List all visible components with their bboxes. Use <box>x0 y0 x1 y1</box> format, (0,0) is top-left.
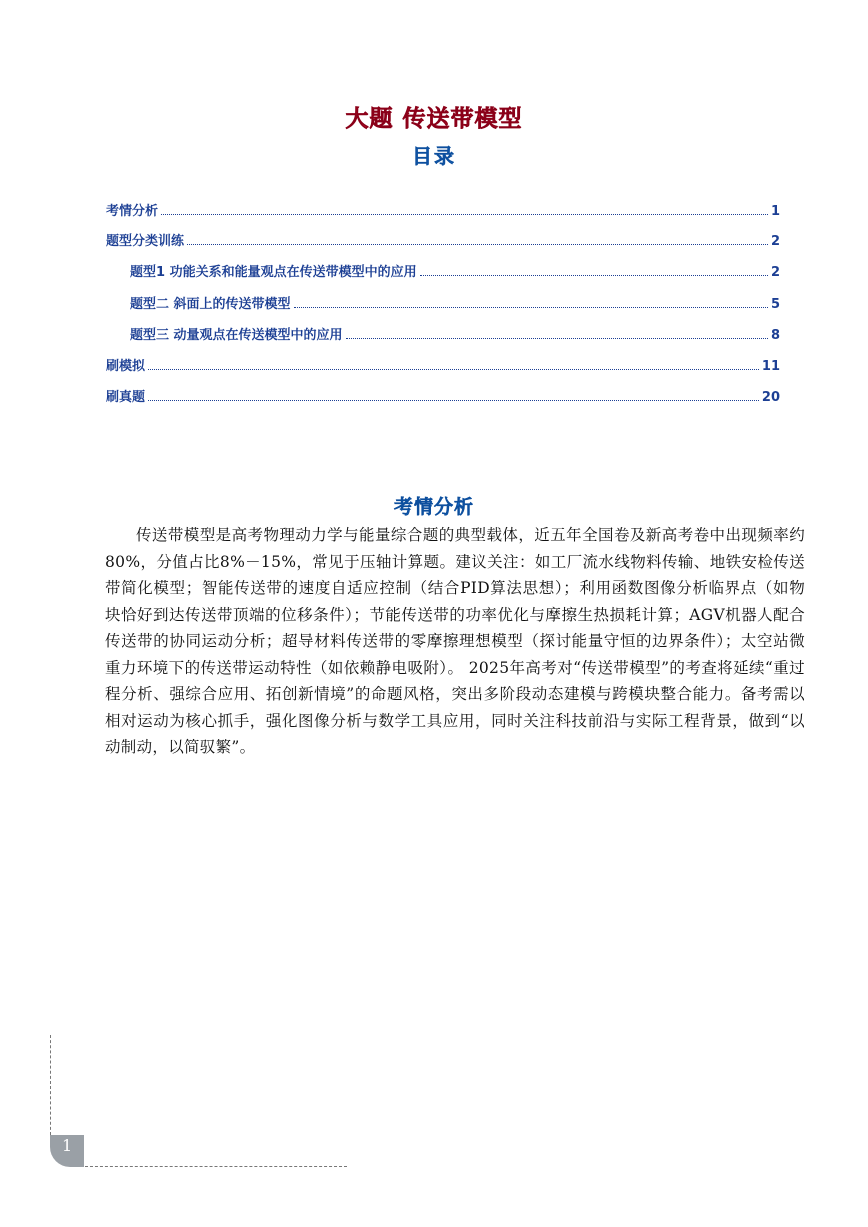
toc-item-label: 题型分类训练 <box>106 234 185 249</box>
margin-dashed-line <box>50 1035 51 1135</box>
toc-item[interactable] <box>130 293 780 312</box>
toc-item-label: 考情分析 <box>106 204 159 219</box>
body-paragraph: 传送带模型是高考物理动力学与能量综合题的典型载体，近五年全国卷及新高考卷中出现频率约80%，分值占比8%－15%，常见于压轴计算题。建议关注：如工厂流水线物料传输、地铁安检传送带简化模型；智能传送带的速度自适应控制（结合PID算法思想）；利用函数图像分析临界点（如物块恰好到达传送带顶端的位移条件）；节能传送带的功率优化与摩擦生热损耗计算；AGV机器人配合传送带的协同运动分析；超导材料传送带的零摩擦理想模型（探讨能量守恒的边界条件）；太空站微重力环境下的传送带运动特性（如依赖静电吸附）。 2025年高考对“传送带模型”的考查将延续“重过程分析、强综合应用、拓创新情境”的命题风格，突出多阶段动态建模与跨模块整合能力。备考需以相对运动为核心抓手，强化图像分析与数学工具应用，同时关注科技前沿与实际工程背景，做到“以动制动，以简驭繁”。 <box>105 526 805 756</box>
section-heading: 考情分析 <box>393 496 474 518</box>
document-title: 大题 传送带模型 <box>345 106 523 132</box>
toc-item-page: 5 <box>770 297 780 312</box>
toc-item-page: 1 <box>770 204 780 219</box>
toc-leader-dots <box>148 399 759 401</box>
toc-heading: 目录 <box>412 144 456 168</box>
toc-item-page: 2 <box>770 265 780 280</box>
toc-leader-dots <box>420 274 768 276</box>
footer-dashed-line <box>85 1166 347 1167</box>
toc-leader-dots <box>187 243 768 245</box>
toc-leader-dots <box>148 368 759 370</box>
toc-item-page: 20 <box>761 390 780 405</box>
toc-leader-dots <box>161 213 768 215</box>
toc-item-label: 题型1 功能关系和能量观点在传送带模型中的应用 <box>130 265 417 280</box>
toc-item[interactable] <box>130 261 780 280</box>
toc-item-page: 11 <box>761 359 780 374</box>
toc-leader-dots <box>294 306 768 308</box>
toc-item-label: 刷模拟 <box>106 359 146 374</box>
toc-item[interactable] <box>106 200 780 219</box>
toc-leader-dots <box>346 337 768 339</box>
toc-item-label: 刷真题 <box>106 390 146 405</box>
toc-item[interactable] <box>106 230 780 249</box>
toc-item-page: 2 <box>770 234 780 249</box>
toc-item[interactable] <box>106 386 780 405</box>
toc-item-page: 8 <box>770 328 780 343</box>
toc-item-label: 题型三 动量观点在传送模型中的应用 <box>130 328 343 343</box>
toc-item[interactable] <box>106 355 780 374</box>
toc-item[interactable] <box>130 324 780 343</box>
page-number: 1 <box>62 1136 73 1155</box>
toc-item-label: 题型二 斜面上的传送带模型 <box>130 297 291 312</box>
